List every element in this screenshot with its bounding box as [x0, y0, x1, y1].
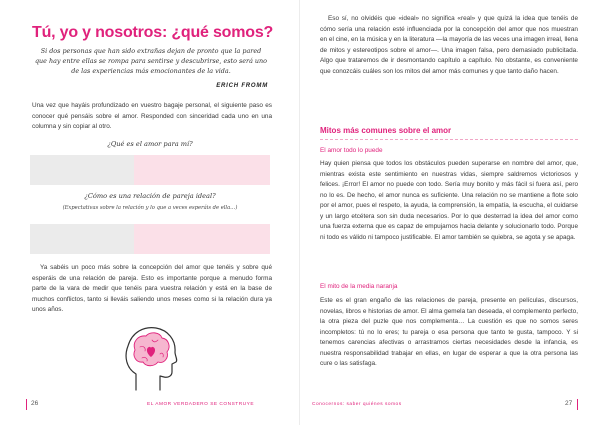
section-heading: Mitos más comunes sobre el amor — [320, 126, 452, 135]
myth-2-heading: El mito de la media naranja — [320, 283, 398, 290]
page-title: Tú, yo y nosotros: ¿qué somos? — [32, 24, 274, 41]
epigraph-quote: Si dos personas que han sido extrañas dejan de pronto que la pared que hay entre ellas se rompa para sentirse y descubrirse, esto será uno de las experiencias más emocionantes de la vida. — [34, 47, 268, 75]
answer-box-partner-2[interactable] — [134, 155, 270, 185]
page-number: 27 — [565, 400, 573, 407]
answer-boxes-love — [30, 155, 270, 185]
intro-paragraph: Eso sí, no olvidéis que «ideal» no significa «real» y que quizá la idea que tenéis de cómo sería una relación esté influenciada por la concepción del amor que nos muestran en el cine, en la música y en la literatura —la mayoría de las veces una imagen irreal, llena de mitos y estereotipos sobre el amor—. Una imagen falsa, pero demasiado publicitada. Algo que trataremos de ir desmontando capítulo a capítulo. No obstante, es conveniente que conozcáis cuáles son los mitos del amor más comunes y que tanto daño hacen. — [320, 15, 578, 75]
answer-box-partner-1[interactable] — [30, 155, 134, 185]
epigraph-author: ERICH FROMM — [216, 83, 268, 89]
answer-box-partner-2[interactable] — [134, 224, 270, 254]
myth-1-heading: El amor todo lo puede — [320, 147, 383, 154]
folio-bar — [26, 399, 27, 410]
section-divider — [320, 139, 578, 140]
running-head: Conocernos: saber quiénes somos — [312, 402, 402, 407]
brain-heart-icon — [120, 318, 180, 394]
answer-boxes-ideal — [30, 224, 270, 254]
myth-1-text: Hay quien piensa que todos los obstáculos pueden superarse en nombre del amor, que, mientras exista este sentimiento en nuestras vidas, siempre saldremos victoriosos y felices. ¡Error! El amor no puede con todo. Sería muy bonito y más fácil si fuera así, pero no lo es. De hecho, el amor nunca es suficiente. Una relación no se mantiene a flote solo por el amor, pues el respeto, la ayuda, la comprensión, la empatía, la escucha, el cuidarse y un largo etcétera son sin duda necesarios. Por lo que desterrad la idea del amor como una fuerza externa que es capaz de empujarnos hacia delante y solucionarlo todo. Porque ni todo es válido ni tampoco justificable. El amor también se quiebra, se agota y se apaga. — [320, 160, 578, 241]
question-note: (Expectativas sobre la relación y lo que a veces esperáis de ella…) — [62, 205, 238, 211]
folio-bar — [577, 399, 578, 410]
answer-box-partner-1[interactable] — [30, 224, 134, 254]
right-page — [300, 0, 600, 425]
intro-paragraph: Una vez que hayáis profundizado en vuestro bagaje personal, el siguiente paso es conocer qué pensáis sobre el amor. Responded con sinceridad cada uno en una columna y sin copiar al otro. — [32, 102, 272, 130]
running-head: EL AMOR VERDADERO SE CONSTRUYE — [147, 402, 255, 407]
question-ideal-relationship: ¿Cómo es una relación de pareja ideal? — [84, 192, 216, 200]
closing-paragraph: Ya sabéis un poco más sobre la concepción del amor que tenéis y sobre qué esperáis de una relación de pareja. Esto es importante porque a menudo forma parte de la vara de medir que tenéis para vuestra relación y está en la base de muchos conflictos, tanto si lleváis saliendo unos meses como si la relación dura ya unos años. — [32, 264, 272, 313]
myth-2-text: Este es el gran engaño de las relaciones de pareja, presente en películas, discursos, novelas, libros e historias de amor. El alma gemela tan deseada, el complemento perfecto, la otra pieza del puzle que nos complementa… La cuestión es que no somos seres incompletos: tú no lo eres; tu pareja o esa persona que tanto te gusta, tampoco. Y si tenemos carencias afectivas o arrastramos ciertas necesidades desde la infancia, es nuestra responsabilidad trabajar en ellas, en lugar de esperar a que la otra persona las cure o las satisfaga. — [320, 297, 578, 367]
question-love: ¿Qué es el amor para mí? — [107, 140, 193, 148]
page-number: 26 — [31, 400, 39, 407]
